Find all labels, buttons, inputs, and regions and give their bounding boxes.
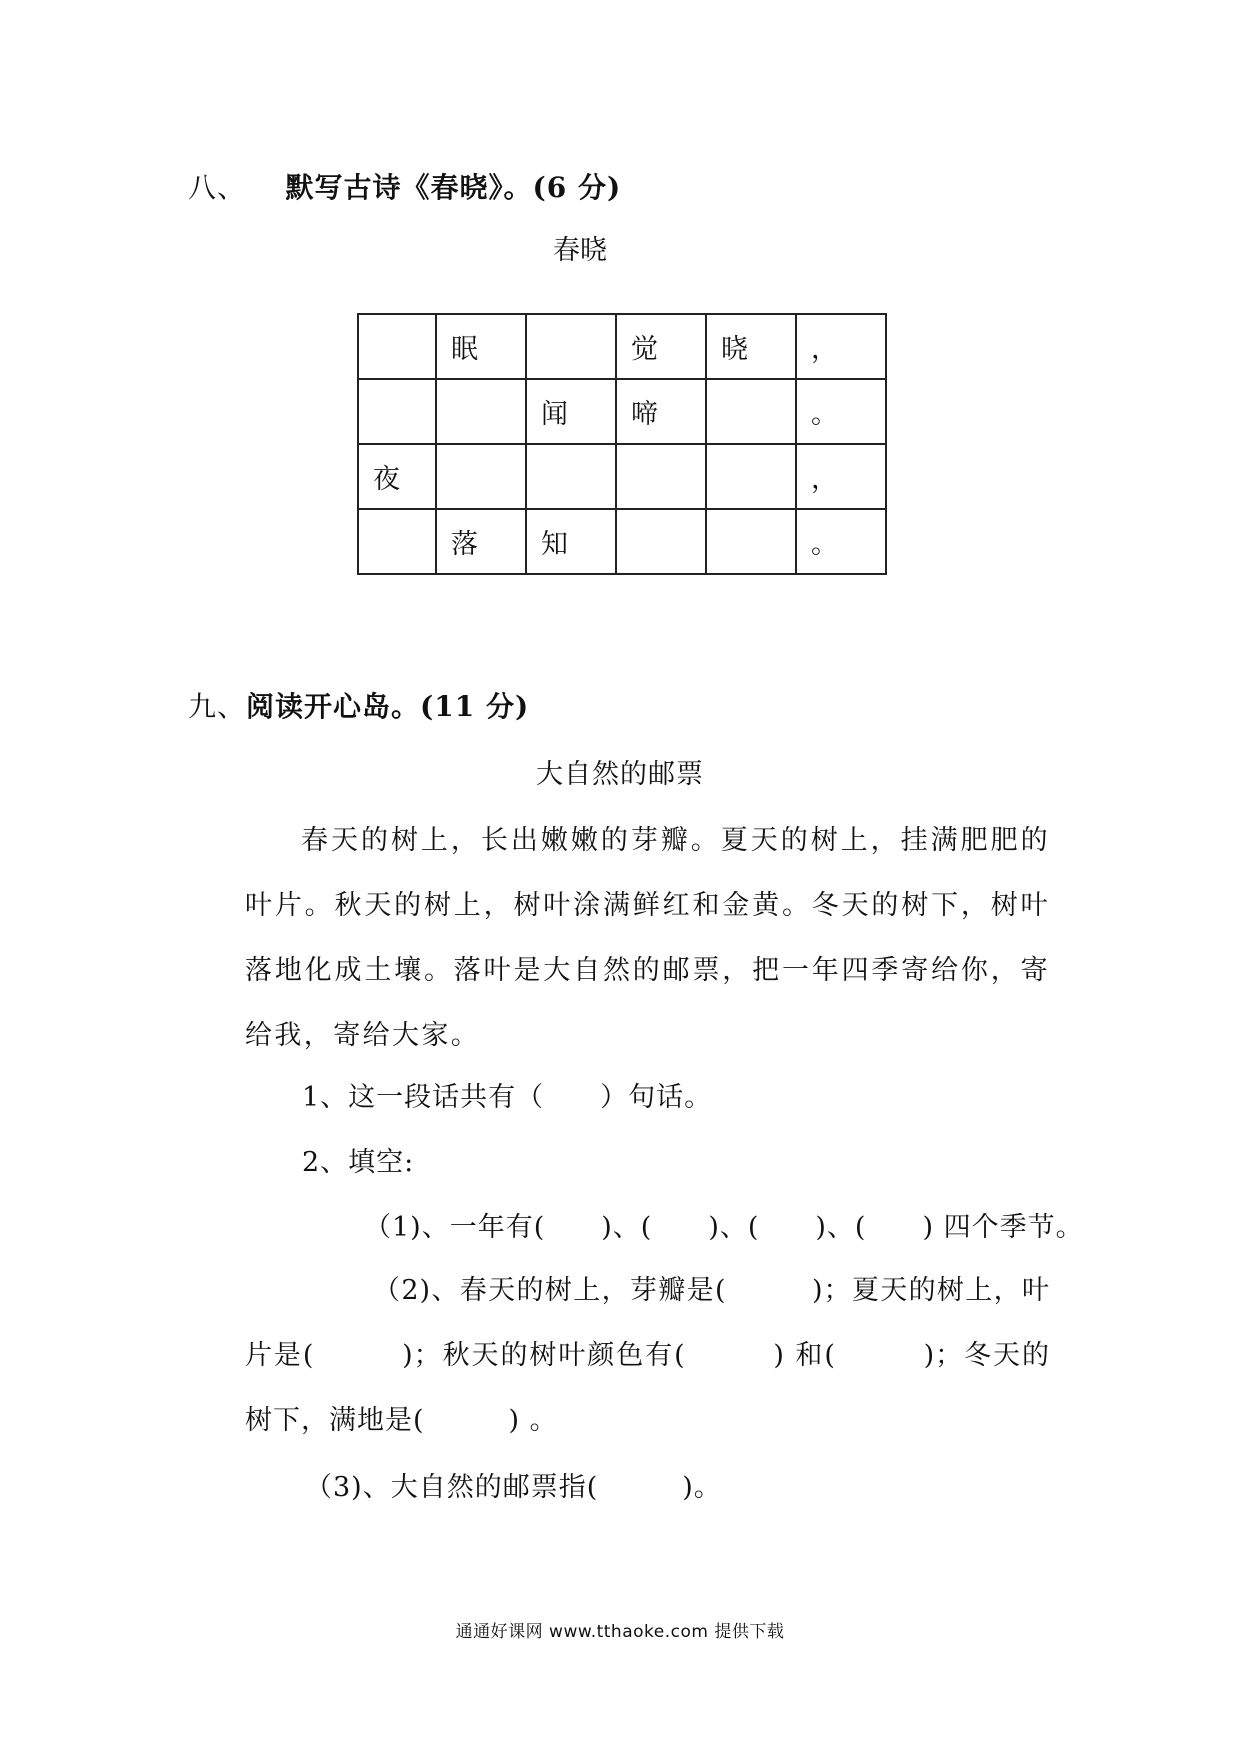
poem-cell: ，	[796, 314, 886, 379]
question-2-1: （1)、一年有( )、( )、( )、( ) 四个季节。	[364, 1212, 1084, 1243]
poem-cell	[436, 444, 526, 509]
poem-cell: 闻	[526, 379, 616, 444]
poem-cell	[706, 509, 796, 574]
poem-cell	[616, 509, 706, 574]
poem-cell: 夜	[358, 444, 436, 509]
section-8-number: 八、	[188, 171, 247, 204]
poem-cell: 知	[526, 509, 616, 574]
question-2: 2、填空:	[302, 1147, 415, 1178]
poem-row	[358, 444, 886, 509]
section-8-heading	[188, 166, 621, 206]
poem-row	[358, 314, 886, 379]
poem-cell	[616, 444, 706, 509]
story-title: 大自然的邮票	[536, 759, 704, 790]
story-paragraph: 春天的树上，长出嫩嫩的芽瓣。夏天的树上，挂满肥肥的叶片。秋天的树上，树叶涂满鲜红和金黄。冬天的树下，树叶落地化成土壤。落叶是大自然的邮票，把一年四季寄给你，寄给我，寄给大家。	[245, 825, 1050, 1051]
poem-cell: 啼	[616, 379, 706, 444]
poem-cell	[358, 509, 436, 574]
section-8-title: 默写古诗《春晓》。(6 分)	[285, 171, 622, 204]
question-3: （3)、大自然的邮票指( )。	[305, 1472, 722, 1503]
poem-title: 春晓	[553, 235, 607, 266]
poem-cell: 眠	[436, 314, 526, 379]
poem-cell	[526, 444, 616, 509]
poem-cell: 。	[796, 509, 886, 574]
poem-cell	[436, 379, 526, 444]
poem-cell	[358, 314, 436, 379]
poem-cell: 晓	[706, 314, 796, 379]
poem-cell: 觉	[616, 314, 706, 379]
poem-row	[358, 379, 886, 444]
section-9-heading	[188, 685, 529, 725]
question-2-2: （2)、春天的树上，芽瓣是( )；夏天的树上，叶片是( )；秋天的树叶颜色有( ) 和( )；冬天的树下，满地是( ) 。	[245, 1275, 1050, 1436]
section-9-number: 九、	[188, 690, 247, 723]
footer-credit: 通通好课网 www.tthaoke.com 提供下载	[455, 1622, 785, 1642]
section-9-title: 阅读开心岛。(11 分)	[246, 690, 530, 723]
poem-cell	[358, 379, 436, 444]
poem-cell: ，	[796, 444, 886, 509]
poem-cell	[706, 444, 796, 509]
poem-row	[358, 509, 886, 574]
question-1: 1、这一段话共有（ ）句话。	[302, 1082, 713, 1113]
poem-cell	[526, 314, 616, 379]
poem-cell: 。	[796, 379, 886, 444]
poem-cell: 落	[436, 509, 526, 574]
poem-cell	[706, 379, 796, 444]
poem-grid	[357, 313, 887, 575]
